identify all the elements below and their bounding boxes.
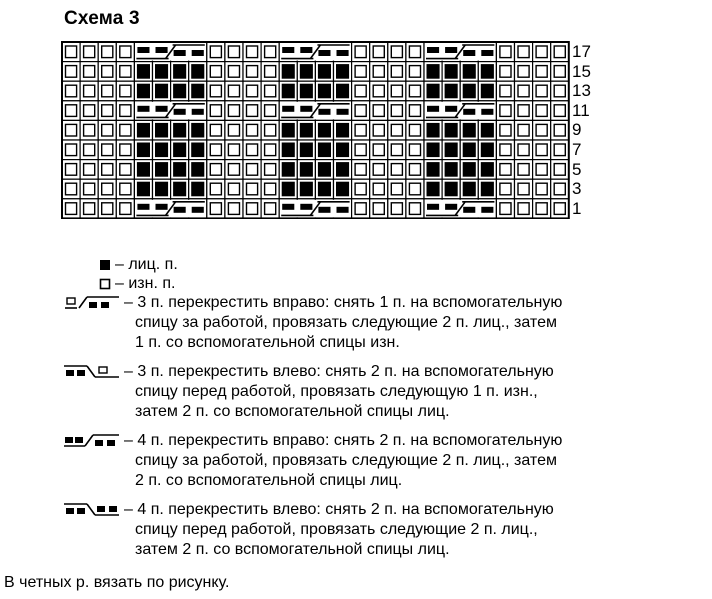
legend-text-line: – лиц. п. — [115, 256, 178, 273]
chart-row — [62, 199, 569, 219]
row-number: 7 — [572, 140, 582, 159]
knit-stitch — [336, 143, 349, 158]
cable-4-right-symbol — [280, 43, 350, 61]
legend-text-line: 1 п. со вспомогательной спицы изн. — [135, 334, 400, 351]
knit-stitch — [427, 143, 440, 158]
knit-stitch — [427, 182, 440, 197]
row-number: 11 — [572, 100, 590, 120]
knit-stitch — [481, 143, 494, 158]
knit-stitch — [318, 162, 331, 177]
knit-stitch — [137, 64, 150, 79]
knit-stitch — [173, 182, 186, 197]
cable-4-right-symbol — [280, 102, 350, 120]
knit-stitch — [318, 84, 331, 99]
knit-stitch — [137, 143, 150, 158]
footnote: В четных р. вязать по рисунку. — [4, 574, 230, 591]
chart-row — [62, 160, 569, 180]
knit-stitch — [300, 182, 313, 197]
knit-stitch — [318, 182, 331, 197]
knit-stitch — [336, 162, 349, 177]
cable-3-left-symbol-icon — [63, 364, 121, 380]
knit-stitch — [300, 84, 313, 99]
knit-stitch — [191, 123, 204, 138]
knit-stitch — [300, 143, 313, 158]
knit-cell-symbol-icon — [98, 258, 112, 272]
chart-row — [62, 140, 569, 160]
knit-stitch — [481, 182, 494, 197]
cable-4-right-symbol — [135, 102, 205, 120]
knit-stitch — [155, 123, 168, 138]
knit-stitch — [173, 143, 186, 158]
row-number: 1 — [572, 198, 582, 218]
knit-stitch — [463, 84, 476, 99]
legend-text-line: – изн. п. — [115, 275, 176, 292]
legend-text-line: спицу перед работой, провязать следующую 1 п. изн., — [135, 383, 538, 400]
knit-stitch — [336, 182, 349, 197]
row-number: 15 — [572, 61, 591, 81]
knit-stitch — [481, 162, 494, 177]
knit-stitch — [463, 143, 476, 158]
cable-4-right-symbol — [425, 43, 495, 61]
knit-stitch — [463, 64, 476, 79]
knit-stitch — [445, 64, 458, 79]
legend-text-line: спицу за работой, провязать следующие 2 п. лиц., затем — [135, 452, 557, 469]
knit-stitch — [191, 143, 204, 158]
knit-stitch — [155, 182, 168, 197]
row-number: 13 — [572, 81, 591, 101]
knit-stitch — [427, 123, 440, 138]
chart-row — [62, 101, 569, 121]
knit-stitch — [445, 123, 458, 138]
knit-stitch — [445, 84, 458, 99]
chart-row — [62, 42, 569, 62]
knit-stitch — [481, 123, 494, 138]
knit-stitch — [481, 84, 494, 99]
knit-stitch — [318, 123, 331, 138]
knit-stitch — [191, 84, 204, 99]
knit-stitch — [427, 84, 440, 99]
knit-stitch — [463, 182, 476, 197]
legend-text-line: спицу перед работой, провязать следующие 2 п. лиц., — [135, 521, 538, 538]
knit-stitch — [282, 182, 295, 197]
knit-stitch — [318, 143, 331, 158]
knit-stitch — [300, 123, 313, 138]
knit-stitch — [282, 84, 295, 99]
knit-stitch — [191, 64, 204, 79]
knit-stitch — [463, 162, 476, 177]
knit-stitch — [191, 182, 204, 197]
knit-stitch — [282, 162, 295, 177]
knit-stitch — [427, 64, 440, 79]
knit-stitch — [318, 64, 331, 79]
knit-stitch — [445, 182, 458, 197]
legend-text-line: – 4 п. перекрестить влево: снять 2 п. на вспомогательную — [124, 501, 554, 518]
knitting-chart — [61, 41, 570, 219]
knit-stitch — [155, 84, 168, 99]
row-number: 9 — [572, 120, 582, 140]
knit-stitch — [481, 64, 494, 79]
row-number: 5 — [572, 159, 582, 179]
knit-stitch — [155, 143, 168, 158]
knit-stitch — [173, 84, 186, 99]
legend-text-line: спицу за работой, провязать следующие 2 п. лиц., затем — [135, 314, 557, 331]
knit-stitch — [445, 143, 458, 158]
knit-stitch — [191, 162, 204, 177]
legend-text-line: – 4 п. перекрестить вправо: снять 2 п. на вспомогательную — [124, 432, 563, 449]
cable-4-right-symbol — [425, 102, 495, 120]
chart-row — [62, 81, 569, 101]
cable-4-right-symbol — [135, 200, 205, 218]
knit-stitch — [173, 162, 186, 177]
legend-text-line: затем 2 п. со вспомогательной спицы лиц. — [135, 403, 450, 420]
knit-stitch — [282, 64, 295, 79]
knit-stitch — [137, 84, 150, 99]
knit-stitch — [336, 123, 349, 138]
row-number: 17 — [572, 42, 591, 61]
row-number: 3 — [572, 179, 582, 199]
cable-4-left-symbol-icon — [63, 502, 121, 518]
cable-3-right-symbol-icon — [63, 295, 121, 311]
knit-stitch — [300, 162, 313, 177]
knit-stitch — [336, 64, 349, 79]
legend-text-line: – 3 п. перекрестить вправо: снять 1 п. на вспомогательную — [124, 294, 563, 311]
chart-row — [62, 120, 569, 140]
knit-stitch — [427, 162, 440, 177]
legend-text-line: затем 2 п. со вспомогательной спицы лиц. — [135, 541, 450, 558]
knit-stitch — [282, 123, 295, 138]
knit-stitch — [137, 123, 150, 138]
cable-4-right-symbol — [280, 200, 350, 218]
knit-stitch — [137, 162, 150, 177]
cable-4-right-symbol — [135, 43, 205, 61]
knit-stitch — [137, 182, 150, 197]
knit-stitch — [173, 123, 186, 138]
knit-stitch — [155, 64, 168, 79]
knit-stitch — [445, 162, 458, 177]
chart-row — [62, 62, 569, 82]
chart-title: Схема 3 — [64, 8, 140, 29]
purl-cell-symbol-icon — [98, 277, 112, 291]
knit-stitch — [300, 64, 313, 79]
cable-4-right-symbol — [425, 200, 495, 218]
knit-stitch — [173, 64, 186, 79]
legend-text-line: 2 п. со вспомогательной спицы лиц. — [135, 472, 403, 489]
knit-stitch — [282, 143, 295, 158]
cable-4-right-symbol-icon — [63, 433, 121, 449]
legend-text-line: – 3 п. перекрестить влево: снять 2 п. на вспомогательную — [124, 363, 554, 380]
knit-stitch — [336, 84, 349, 99]
knit-stitch — [155, 162, 168, 177]
chart-row — [62, 179, 569, 199]
knit-stitch — [463, 123, 476, 138]
